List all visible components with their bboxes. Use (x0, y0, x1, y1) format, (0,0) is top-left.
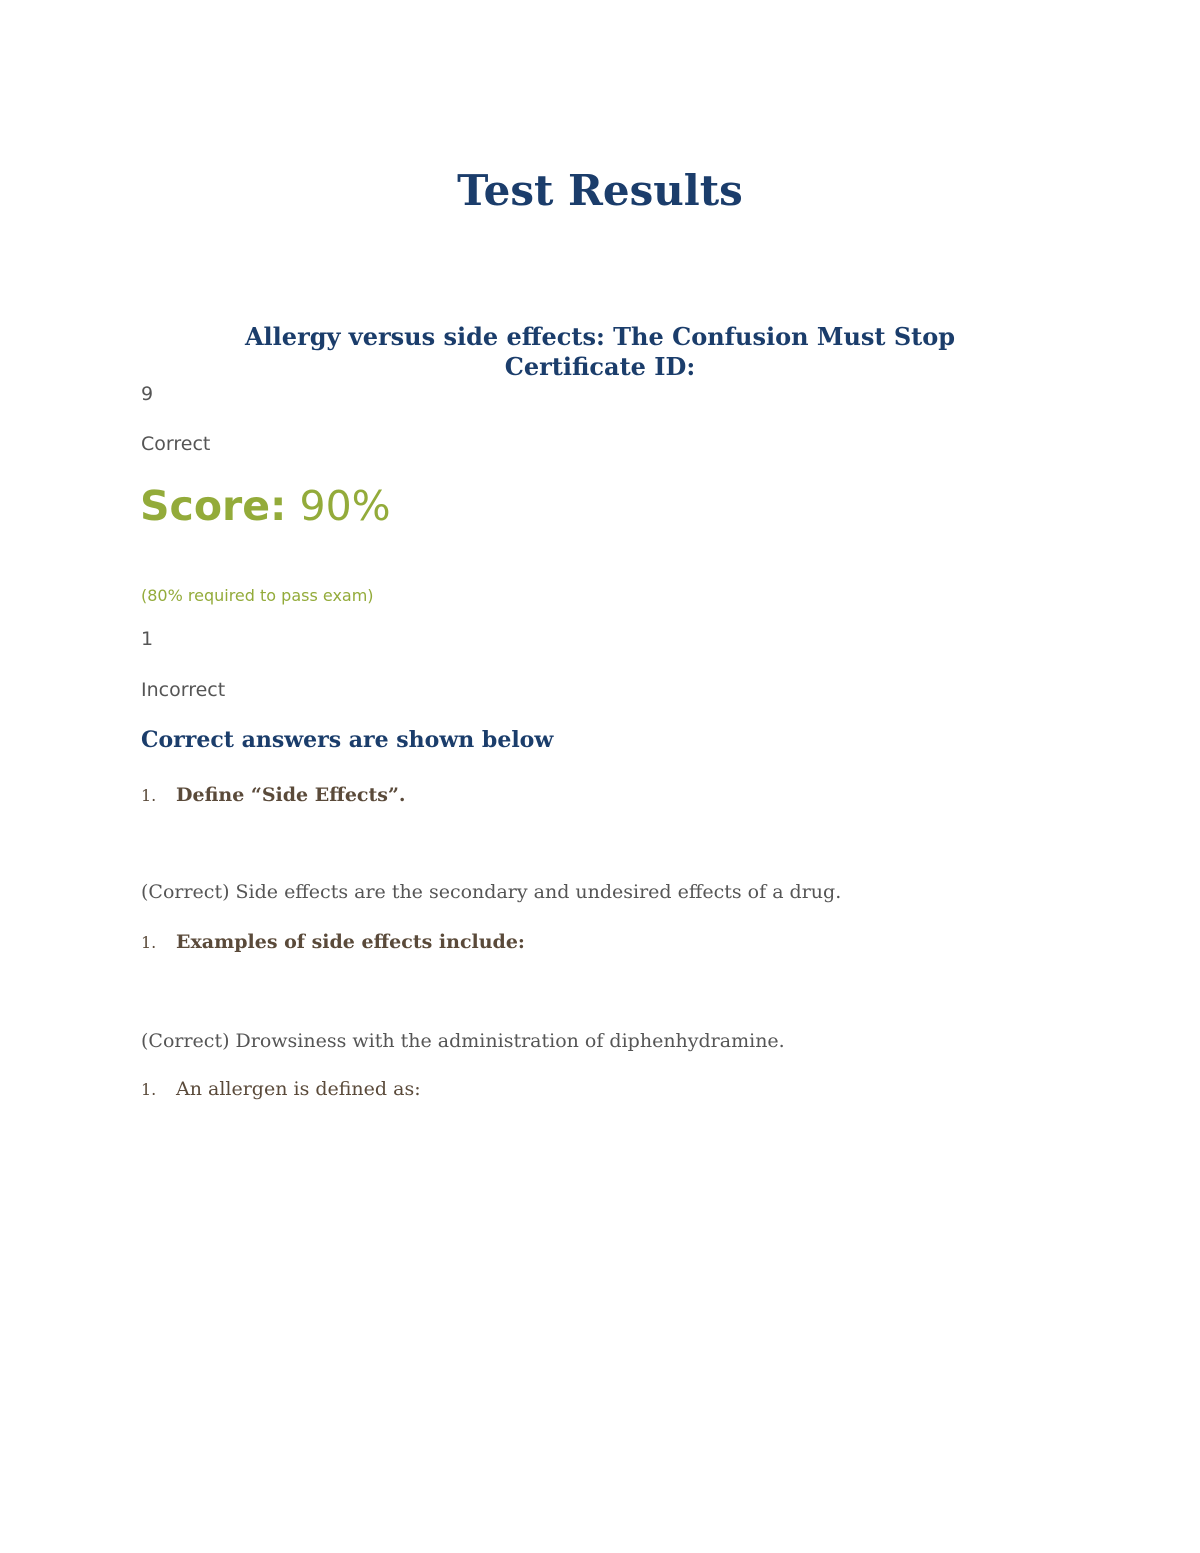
question-text: Examples of side effects include: (176, 931, 525, 953)
certificate-id-label: Certificate ID: (504, 352, 696, 381)
course-title: Allergy versus side effects: The Confusion Must Stop (244, 322, 956, 351)
incorrect-label: Incorrect (141, 679, 226, 701)
incorrect-count: 1 (141, 628, 154, 650)
question-number: 1. (141, 933, 157, 952)
pass-requirement-note: (80% required to pass exam) (141, 586, 374, 605)
question-text: Define “Side Effects”. (176, 784, 406, 806)
question-number: 1. (141, 786, 157, 805)
question-item (141, 784, 406, 806)
correct-answer: (Correct) Side effects are the secondary and undesired effects of a drug. (141, 881, 842, 903)
correct-label: Correct (141, 433, 211, 455)
question-item (141, 1078, 421, 1100)
score-value: 90% (299, 482, 391, 530)
page-title: Test Results (457, 166, 743, 215)
score (140, 482, 391, 530)
correct-answer: (Correct) Drowsiness with the administration of diphenhydramine. (141, 1030, 785, 1052)
correct-count: 9 (141, 383, 154, 405)
score-label: Score: (140, 482, 287, 530)
question-item (141, 931, 525, 953)
answers-heading: Correct answers are shown below (141, 727, 554, 753)
question-text: An allergen is defined as: (176, 1078, 421, 1100)
question-number: 1. (141, 1080, 157, 1099)
